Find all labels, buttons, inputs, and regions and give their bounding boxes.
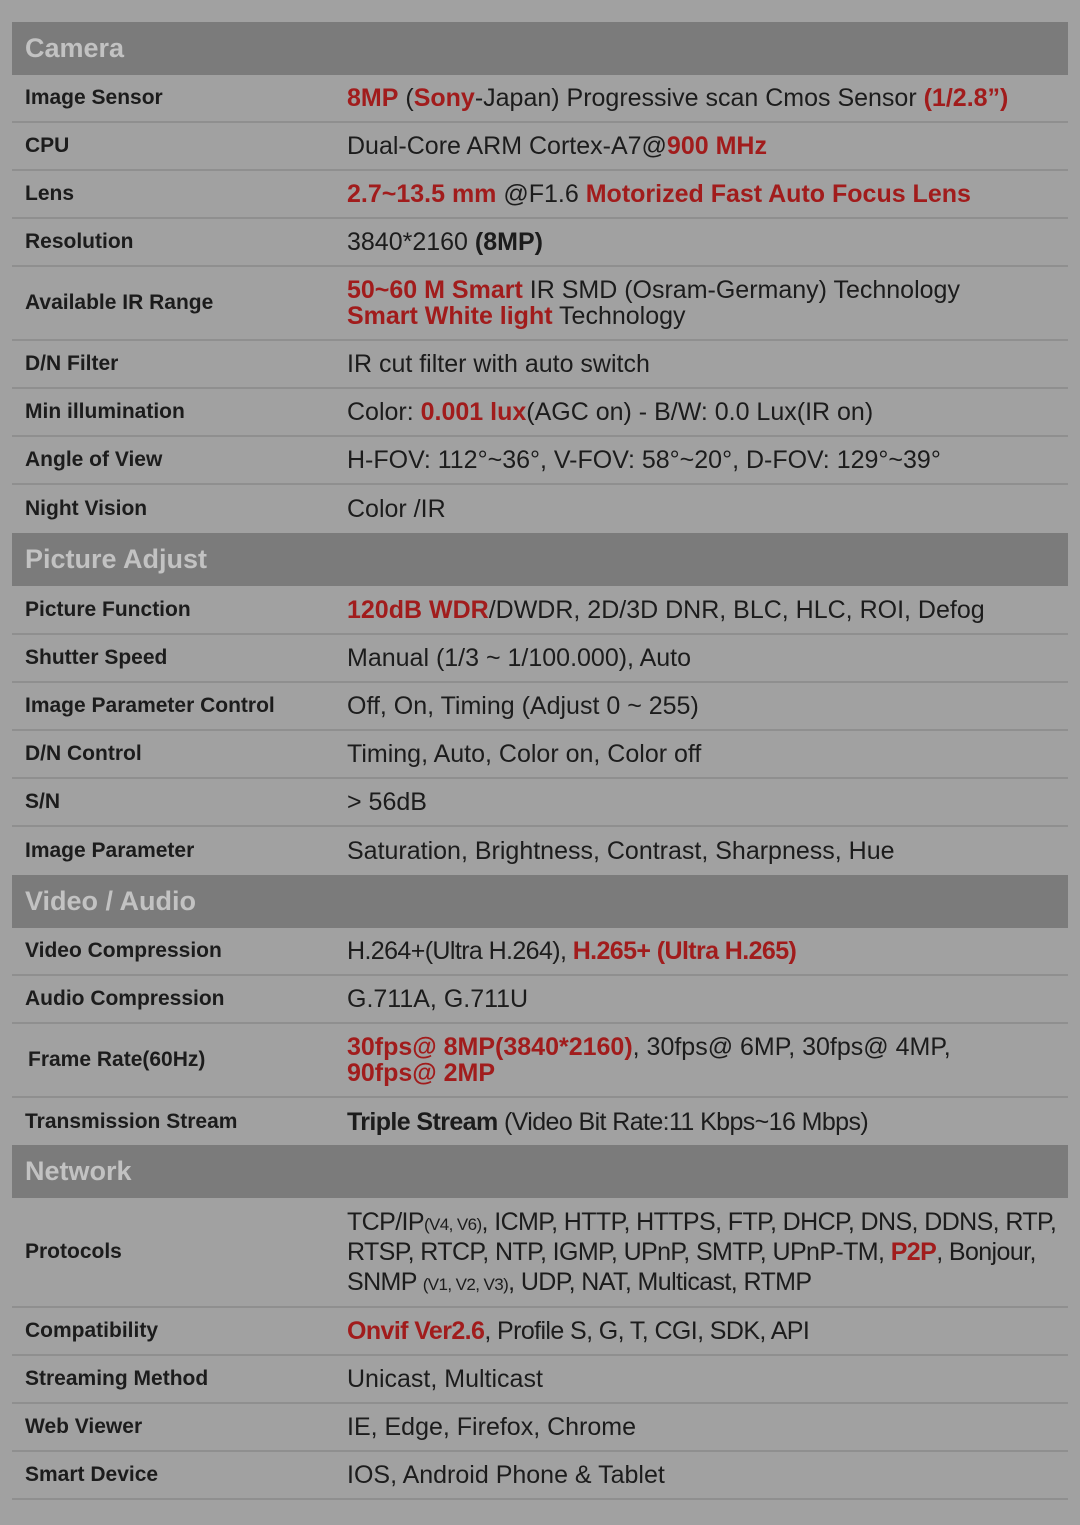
spec-row-resolution xyxy=(12,219,1068,267)
value-line xyxy=(347,303,1068,329)
spec-row-picture-function xyxy=(12,586,1068,635)
spec-label: Picture Function xyxy=(25,597,191,621)
spec-row-video-compression xyxy=(12,928,1068,976)
spec-value: G.711A, G.711U xyxy=(347,985,529,1013)
value-part: /DWDR, 2D/3D DNR, BLC, HLC, ROI, Defog xyxy=(488,595,985,624)
spec-row-image-parameter xyxy=(12,827,1068,875)
value-part: (V4, V6) xyxy=(423,1215,482,1234)
value-part: Motorized Fast Auto Focus Lens xyxy=(585,180,971,208)
section-header-video-audio: Video / Audio xyxy=(12,875,1068,928)
spec-label: CPU xyxy=(25,134,70,157)
value-part: IR SMD (Osram-Germany) Technology xyxy=(529,275,960,304)
value-line xyxy=(347,1034,1068,1060)
spec-row-frame-rate xyxy=(12,1024,1068,1098)
spec-row-streaming-method xyxy=(12,1356,1068,1404)
spec-label: Resolution xyxy=(25,230,134,253)
value-part: (1/2.8”) xyxy=(923,84,1009,112)
spec-row-compatibility xyxy=(12,1308,1068,1356)
spec-value: Manual (1/3 ~ 1/100.000), Auto xyxy=(347,644,691,672)
value-part: Sony xyxy=(413,84,475,112)
value-line xyxy=(347,1207,1068,1237)
spec-sheet xyxy=(12,22,1068,1500)
spec-row-audio-compression xyxy=(12,976,1068,1024)
spec-value xyxy=(347,596,1068,624)
spec-row-image-parameter-control xyxy=(12,683,1068,731)
spec-value xyxy=(347,132,1068,160)
value-part: H.264+(Ultra H.264), xyxy=(347,937,573,965)
spec-value xyxy=(347,937,1068,965)
spec-value xyxy=(347,1317,1068,1345)
value-part: (V1, V2, V3) xyxy=(422,1275,509,1294)
spec-row-dn-control xyxy=(12,731,1068,779)
spec-value xyxy=(347,1034,1068,1087)
value-part: 3840*2160 xyxy=(347,228,475,256)
spec-value: Off, On, Timing (Adjust 0 ~ 255) xyxy=(347,692,699,720)
value-part: 120dB WDR xyxy=(347,595,489,624)
spec-row-smart-device xyxy=(12,1452,1068,1500)
value-part: SNMP xyxy=(347,1268,423,1296)
value-part: P2P xyxy=(890,1238,937,1266)
value-part: , 30fps@ 6MP, 30fps@ 4MP, xyxy=(632,1032,951,1061)
spec-label: Video Compression xyxy=(25,939,222,962)
value-line xyxy=(347,277,1068,303)
spec-label: Transmission Stream xyxy=(25,1109,238,1133)
value-part: Technology xyxy=(552,302,686,330)
spec-row-sn xyxy=(12,779,1068,827)
value-line xyxy=(347,1237,1068,1267)
value-part: 0.001 lux xyxy=(420,398,527,426)
section-header-picture-adjust: Picture Adjust xyxy=(12,533,1068,586)
spec-row-dn-filter xyxy=(12,341,1068,389)
spec-label: S/N xyxy=(25,790,61,813)
spec-label: Min illumination xyxy=(25,400,185,423)
value-part: 50~60 M Smart xyxy=(347,275,530,304)
value-part: ( xyxy=(398,84,414,112)
value-part: RTSP, RTCP, NTP, IGMP, UPnP, SMTP, UPnP-TM, xyxy=(347,1238,891,1266)
value-part: H.265+ (Ultra H.265) xyxy=(572,937,797,965)
spec-row-angle-of-view xyxy=(12,437,1068,485)
value-part: 8MP xyxy=(347,84,399,112)
value-line xyxy=(347,1267,1068,1297)
spec-value: Saturation, Brightness, Contrast, Sharpness, Hue xyxy=(347,837,895,865)
spec-label: Smart Device xyxy=(25,1463,159,1486)
spec-label: Protocols xyxy=(25,1240,122,1263)
spec-label: Audio Compression xyxy=(25,987,225,1010)
spec-value xyxy=(347,1207,1068,1297)
spec-value xyxy=(347,1108,1068,1136)
spec-value: > 56dB xyxy=(347,788,427,816)
spec-value: Timing, Auto, Color on, Color off xyxy=(347,740,702,768)
spec-label: Image Parameter xyxy=(25,839,195,862)
spec-label: Lens xyxy=(25,182,75,205)
spec-row-transmission-stream xyxy=(12,1098,1068,1145)
spec-row-min-illumination xyxy=(12,389,1068,437)
value-part: @F1.6 xyxy=(496,180,586,208)
spec-label: Available IR Range xyxy=(25,291,214,314)
value-part: Dual-Core ARM Cortex-A7@ xyxy=(347,132,667,160)
spec-value: Color /IR xyxy=(347,495,446,523)
value-part: Color: xyxy=(347,398,421,426)
spec-label: Frame Rate(60Hz) xyxy=(28,1048,206,1071)
spec-value xyxy=(347,228,1068,256)
value-part: (8MP) xyxy=(474,228,543,256)
spec-row-image-sensor xyxy=(12,75,1068,123)
section-header-camera: Camera xyxy=(12,22,1068,75)
spec-row-cpu xyxy=(12,123,1068,171)
spec-label: Image Sensor xyxy=(25,86,163,109)
spec-value: IR cut filter with auto switch xyxy=(347,350,650,378)
value-part: 2.7~13.5 mm xyxy=(347,180,497,208)
value-part: -Japan) Progressive scan Cmos Sensor xyxy=(474,84,924,112)
spec-label: Compatibility xyxy=(25,1319,159,1342)
spec-label: Image Parameter Control xyxy=(25,694,275,717)
value-part: TCP/IP xyxy=(347,1208,424,1236)
spec-value xyxy=(347,398,1068,426)
spec-row-protocols xyxy=(12,1198,1068,1308)
spec-value xyxy=(347,180,1068,208)
value-part: 30fps@ 8MP(3840*2160) xyxy=(347,1032,633,1061)
value-part: Smart White light xyxy=(347,302,553,330)
spec-row-lens xyxy=(12,171,1068,219)
spec-label: Streaming Method xyxy=(25,1367,209,1390)
spec-label: Angle of View xyxy=(25,448,163,471)
spec-value xyxy=(347,277,1068,330)
value-part: 900 MHz xyxy=(666,132,767,160)
spec-value xyxy=(347,84,1068,112)
value-part: (Video Bit Rate:11 Kbps~16 Mbps) xyxy=(497,1107,869,1136)
spec-label: D/N Filter xyxy=(25,352,119,375)
section-header-network: Network xyxy=(12,1145,1068,1198)
spec-label: D/N Control xyxy=(25,742,142,765)
value-part: , UDP, NAT, Multicast, RTMP xyxy=(508,1268,812,1296)
spec-row-night-vision xyxy=(12,485,1068,533)
spec-value: H-FOV: 112°~36°, V-FOV: 58°~20°, D-FOV: 129°~39° xyxy=(347,446,941,474)
value-line: 90fps@ 2MP xyxy=(347,1059,496,1087)
value-part: , ICMP, HTTP, HTTPS, FTP, DHCP, DNS, DDNS, RTP, xyxy=(481,1208,1057,1236)
value-part: Triple Stream xyxy=(347,1107,498,1136)
spec-label: Shutter Speed xyxy=(25,646,168,669)
value-part: , Bonjour, xyxy=(936,1238,1036,1266)
spec-row-web-viewer xyxy=(12,1404,1068,1452)
value-part: (AGC on) - B/W: 0.0 Lux(IR on) xyxy=(526,398,874,426)
value-part: Onvif Ver2.6 xyxy=(347,1317,485,1345)
spec-value: IOS, Android Phone & Tablet xyxy=(347,1461,665,1489)
spec-label: Night Vision xyxy=(25,497,148,520)
spec-row-shutter-speed xyxy=(12,635,1068,683)
spec-value: Unicast, Multicast xyxy=(347,1365,543,1393)
spec-value: IE, Edge, Firefox, Chrome xyxy=(347,1413,637,1441)
value-part: , Profile S, G, T, CGI, SDK, API xyxy=(484,1317,810,1345)
spec-label: Web Viewer xyxy=(25,1415,143,1438)
spec-row-ir-range xyxy=(12,267,1068,341)
